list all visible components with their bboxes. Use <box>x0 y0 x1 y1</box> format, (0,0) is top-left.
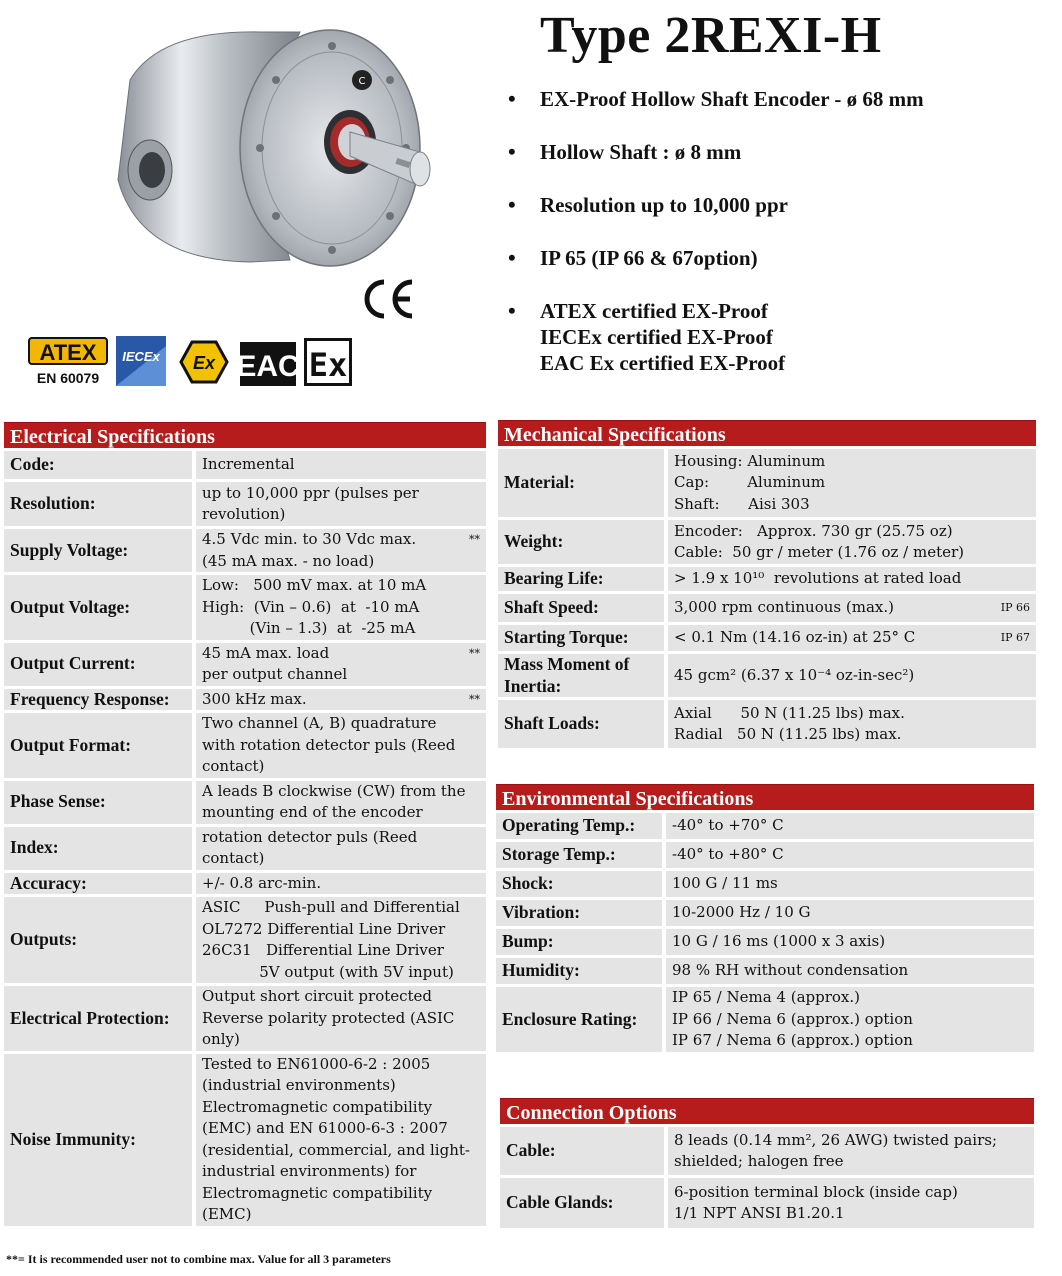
svg-text:Ex: Ex <box>308 346 348 384</box>
spec-row <box>500 1178 1034 1228</box>
spec-value <box>192 1054 486 1226</box>
spec-label: Output Voltage: <box>4 575 192 640</box>
spec-value-line: 1/1 NPT ANSI B1.20.1 <box>674 1204 845 1222</box>
spec-value <box>664 654 1036 697</box>
spec-note: ** <box>469 646 480 660</box>
feature-item <box>508 298 1028 376</box>
atex-standard-label: EN 60079 <box>36 370 100 386</box>
spec-value-line: (industrial environments) <box>202 1076 396 1094</box>
spec-value-line: Encoder: Approx. 730 gr (25.75 oz) <box>674 521 953 540</box>
spec-row <box>496 871 1034 897</box>
spec-row <box>498 700 1036 748</box>
spec-label: Humidity: <box>496 958 662 984</box>
spec-value <box>664 625 1036 651</box>
spec-row <box>500 1127 1034 1175</box>
spec-row <box>496 958 1034 984</box>
spec-value-line: +/- 0.8 arc-min. <box>202 873 322 892</box>
svg-text:IECEx: IECEx <box>122 349 160 364</box>
ce-mark <box>360 278 420 320</box>
spec-row <box>496 900 1034 926</box>
feature-item <box>508 139 1028 165</box>
spec-label: Mass Moment of Inertia: <box>498 654 664 697</box>
spec-value-line: 300 kHz max. <box>202 689 307 708</box>
spec-value <box>192 781 486 824</box>
spec-label: Noise Immunity: <box>4 1054 192 1226</box>
spec-value-line: up to 10,000 ppr (pulses per <box>202 483 419 502</box>
spec-label: Frequency Response: <box>4 689 192 711</box>
connection-section-header: Connection Options <box>500 1098 1034 1124</box>
spec-value-line: 26C31 Differential Line Driver <box>202 941 444 959</box>
spec-value <box>662 900 1034 926</box>
feature-text: • ATEX certified EX-Proof <box>540 299 768 323</box>
spec-value-line: (EMC) and EN 61000-6-3 : 2007 <box>202 1119 448 1137</box>
spec-note: IP 66 <box>1000 601 1030 615</box>
spec-note: ** <box>469 692 480 706</box>
spec-value-line: contact) <box>202 757 265 775</box>
spec-value-line: Tested to EN61000-6-2 : 2005 <box>202 1054 431 1073</box>
spec-row <box>4 689 486 711</box>
spec-label: Index: <box>4 827 192 870</box>
spec-value-line: 45 mA max. load <box>202 643 330 662</box>
spec-label: Accuracy: <box>4 873 192 895</box>
feature-item <box>508 86 1028 112</box>
spec-value <box>664 594 1036 622</box>
spec-value <box>662 929 1034 955</box>
svg-text:EAC: EAC <box>236 350 300 383</box>
spec-value-line: Incremental <box>202 455 295 474</box>
spec-label: Starting Torque: <box>498 625 664 651</box>
svg-text:Ex: Ex <box>192 353 216 373</box>
spec-value-line: contact) <box>202 849 265 867</box>
spec-value <box>192 451 486 479</box>
spec-value-line: Radial 50 N (11.25 lbs) max. <box>674 725 902 743</box>
spec-value-line: Reverse polarity protected (ASIC <box>202 1008 455 1027</box>
spec-label: Operating Temp.: <box>496 813 662 839</box>
spec-value-line: 4.5 Vdc min. to 30 Vdc max. <box>202 530 417 548</box>
feature-text: IECEx certified EX-Proof <box>540 325 773 349</box>
spec-value-line: per output channel <box>202 665 348 683</box>
environmental-section-header: Environmental Specifications <box>496 784 1034 810</box>
feature-item <box>508 245 1028 271</box>
spec-value-line: shielded; halogen free <box>674 1152 844 1170</box>
spec-value <box>192 575 486 640</box>
spec-value-line: ASIC Push-pull and Differential <box>202 898 460 916</box>
spec-label: Shock: <box>496 871 662 897</box>
ex-hexagon-logo <box>180 340 228 384</box>
spec-row <box>498 594 1036 622</box>
spec-row <box>496 813 1034 839</box>
spec-value-line: 10 G / 16 ms (1000 x 3 axis) <box>672 932 886 951</box>
spec-value-line: rotation detector puls (Reed <box>202 827 418 846</box>
spec-value-line: Housing: Aluminum <box>674 451 826 470</box>
spec-value-line: 45 gcm² (6.37 x 10⁻⁴ oz-in-sec²) <box>674 665 915 684</box>
svg-text:ATEX: ATEX <box>39 340 97 365</box>
spec-label: Output Format: <box>4 713 192 778</box>
spec-label: Shaft Speed: <box>498 594 664 622</box>
spec-value-line: (EMC) <box>202 1205 252 1223</box>
spec-label: Vibration: <box>496 900 662 926</box>
spec-row <box>496 929 1034 955</box>
spec-row <box>4 873 486 895</box>
spec-label: Phase Sense: <box>4 781 192 824</box>
spec-row <box>496 987 1034 1052</box>
spec-row <box>4 986 486 1051</box>
spec-value-line: 5V output (with 5V input) <box>202 962 454 981</box>
spec-value <box>662 958 1034 984</box>
feature-text: • Resolution up to 10,000 ppr <box>540 193 788 217</box>
eac-logo <box>236 342 300 386</box>
spec-label: Output Current: <box>4 643 192 686</box>
spec-value-line: Shaft: Aisi 303 <box>674 494 810 513</box>
spec-value <box>662 813 1034 839</box>
spec-value-line: 10-2000 Hz / 10 G <box>672 903 811 922</box>
spec-value <box>662 842 1034 868</box>
spec-value-line: 100 G / 11 ms <box>672 874 778 893</box>
spec-value <box>192 482 486 526</box>
electrical-specifications <box>4 422 486 1229</box>
spec-value <box>664 1178 1034 1228</box>
spec-note: IP 67 <box>1000 631 1030 645</box>
spec-value-line: Electromagnetic compatibility <box>202 1097 433 1116</box>
spec-row <box>4 451 486 479</box>
feature-list <box>508 86 1028 376</box>
spec-row <box>4 529 486 572</box>
spec-value <box>192 827 486 870</box>
spec-row <box>496 842 1034 868</box>
spec-row <box>498 520 1036 564</box>
spec-value-line: Electromagnetic compatibility <box>202 1183 433 1202</box>
spec-value-line: with rotation detector puls (Reed <box>202 735 456 754</box>
feature-text: EAC Ex certified EX-Proof <box>540 351 786 375</box>
iecex-logo <box>116 336 166 386</box>
spec-value-line: 3,000 rpm continuous (max.) <box>674 598 894 617</box>
spec-value <box>192 689 486 711</box>
spec-value <box>662 987 1034 1052</box>
feature-text: • EX-Proof Hollow Shaft Encoder - ø 68 mm <box>540 87 924 111</box>
spec-value <box>192 873 486 895</box>
spec-value <box>192 713 486 778</box>
spec-value-line: revolution) <box>202 505 286 523</box>
ex-box-logo <box>304 338 352 386</box>
spec-row <box>4 1054 486 1226</box>
feature-item <box>508 192 1028 218</box>
spec-row <box>4 643 486 686</box>
environmental-table <box>496 810 1034 1055</box>
spec-value-line: > 1.9 x 10¹⁰ revolutions at rated load <box>674 569 962 588</box>
spec-label: Cable Glands: <box>500 1178 664 1228</box>
page-title: Type 2REXI-H <box>540 7 882 64</box>
spec-value-line: A leads B clockwise (CW) from the <box>202 781 466 800</box>
spec-label: Electrical Protection: <box>4 986 192 1051</box>
electrical-section-header: Electrical Specifications <box>4 422 486 448</box>
mechanical-specifications <box>498 420 1036 751</box>
spec-row <box>4 781 486 824</box>
spec-value <box>192 897 486 983</box>
spec-value-line: (45 mA max. - no load) <box>202 551 375 570</box>
spec-value-line: Cable: 50 gr / meter (1.76 oz / meter) <box>674 543 965 561</box>
spec-label: Bearing Life: <box>498 567 664 591</box>
spec-value-line: IP 65 / Nema 4 (approx.) <box>672 988 860 1006</box>
feature-text: • Hollow Shaft : ø 8 mm <box>540 140 742 164</box>
spec-value-line: Output short circuit protected <box>202 987 433 1005</box>
feature-text: • IP 65 (IP 66 & 67option) <box>540 246 758 270</box>
spec-value <box>664 520 1036 564</box>
spec-value <box>662 871 1034 897</box>
spec-value-line: (Vin – 1.3) at -25 mA <box>202 619 416 637</box>
spec-row <box>498 625 1036 651</box>
spec-value-line: 6-position terminal block (inside cap) <box>674 1182 958 1201</box>
spec-row <box>4 827 486 870</box>
spec-label: Outputs: <box>4 897 192 983</box>
spec-value-line: only) <box>202 1030 240 1048</box>
mechanical-section-header: Mechanical Specifications <box>498 420 1036 446</box>
spec-label: Enclosure Rating: <box>496 987 662 1052</box>
spec-row <box>4 897 486 983</box>
spec-label: Resolution: <box>4 482 192 526</box>
spec-row <box>498 567 1036 591</box>
connection-options <box>500 1098 1034 1231</box>
spec-row <box>4 482 486 526</box>
spec-value-line: 98 % RH without condensation <box>672 961 909 980</box>
spec-value-line: OL7272 Differential Line Driver <box>202 919 446 938</box>
spec-label: Bump: <box>496 929 662 955</box>
spec-value-line: industrial environments) for <box>202 1162 417 1180</box>
spec-value-line: mounting end of the encoder <box>202 803 423 821</box>
mechanical-table <box>498 446 1036 751</box>
spec-value-line: (residential, commercial, and light- <box>202 1140 470 1159</box>
spec-value <box>664 567 1036 591</box>
spec-label: Cable: <box>500 1127 664 1175</box>
spec-label: Weight: <box>498 520 664 564</box>
spec-value <box>664 1127 1034 1175</box>
svg-text:C: C <box>358 76 366 87</box>
spec-value <box>192 643 486 686</box>
spec-label: Storage Temp.: <box>496 842 662 868</box>
spec-value-line: -40° to +70° C <box>672 816 784 835</box>
spec-note: ** <box>469 533 480 546</box>
spec-row <box>498 449 1036 517</box>
encoder-product-image <box>100 10 480 300</box>
spec-label: Code: <box>4 451 192 479</box>
electrical-table <box>4 448 486 1229</box>
spec-row <box>4 713 486 778</box>
spec-value <box>192 529 486 572</box>
environmental-specifications <box>496 784 1034 1055</box>
spec-value-line: -40° to +80° C <box>672 845 784 864</box>
spec-value-line: 8 leads (0.14 mm², 26 AWG) twisted pairs; <box>674 1130 998 1149</box>
spec-value <box>664 700 1036 748</box>
spec-row <box>4 575 486 640</box>
spec-value-line: High: (Vin – 0.6) at -10 mA <box>202 597 420 616</box>
spec-value-line: < 0.1 Nm (14.16 oz-in) at 25° C <box>674 628 916 647</box>
connection-table <box>500 1124 1034 1231</box>
spec-label: Supply Voltage: <box>4 529 192 572</box>
spec-value-line: IP 67 / Nema 6 (approx.) option <box>672 1031 913 1049</box>
footnote: **= It is recommended user not to combine max. Value for all 3 parameters <box>6 1252 391 1266</box>
spec-label: Material: <box>498 449 664 517</box>
spec-value-line: Low: 500 mV max. at 10 mA <box>202 576 427 594</box>
spec-label: Shaft Loads: <box>498 700 664 748</box>
atex-logo <box>28 336 108 388</box>
spec-row <box>498 654 1036 697</box>
spec-value <box>192 986 486 1051</box>
spec-value <box>664 449 1036 517</box>
spec-value-line: Axial 50 N (11.25 lbs) max. <box>674 703 905 722</box>
spec-value-line: IP 66 / Nema 6 (approx.) option <box>672 1009 913 1028</box>
spec-value-line: Cap: Aluminum <box>674 473 826 492</box>
spec-value-line: Two channel (A, B) quadrature <box>202 714 437 732</box>
